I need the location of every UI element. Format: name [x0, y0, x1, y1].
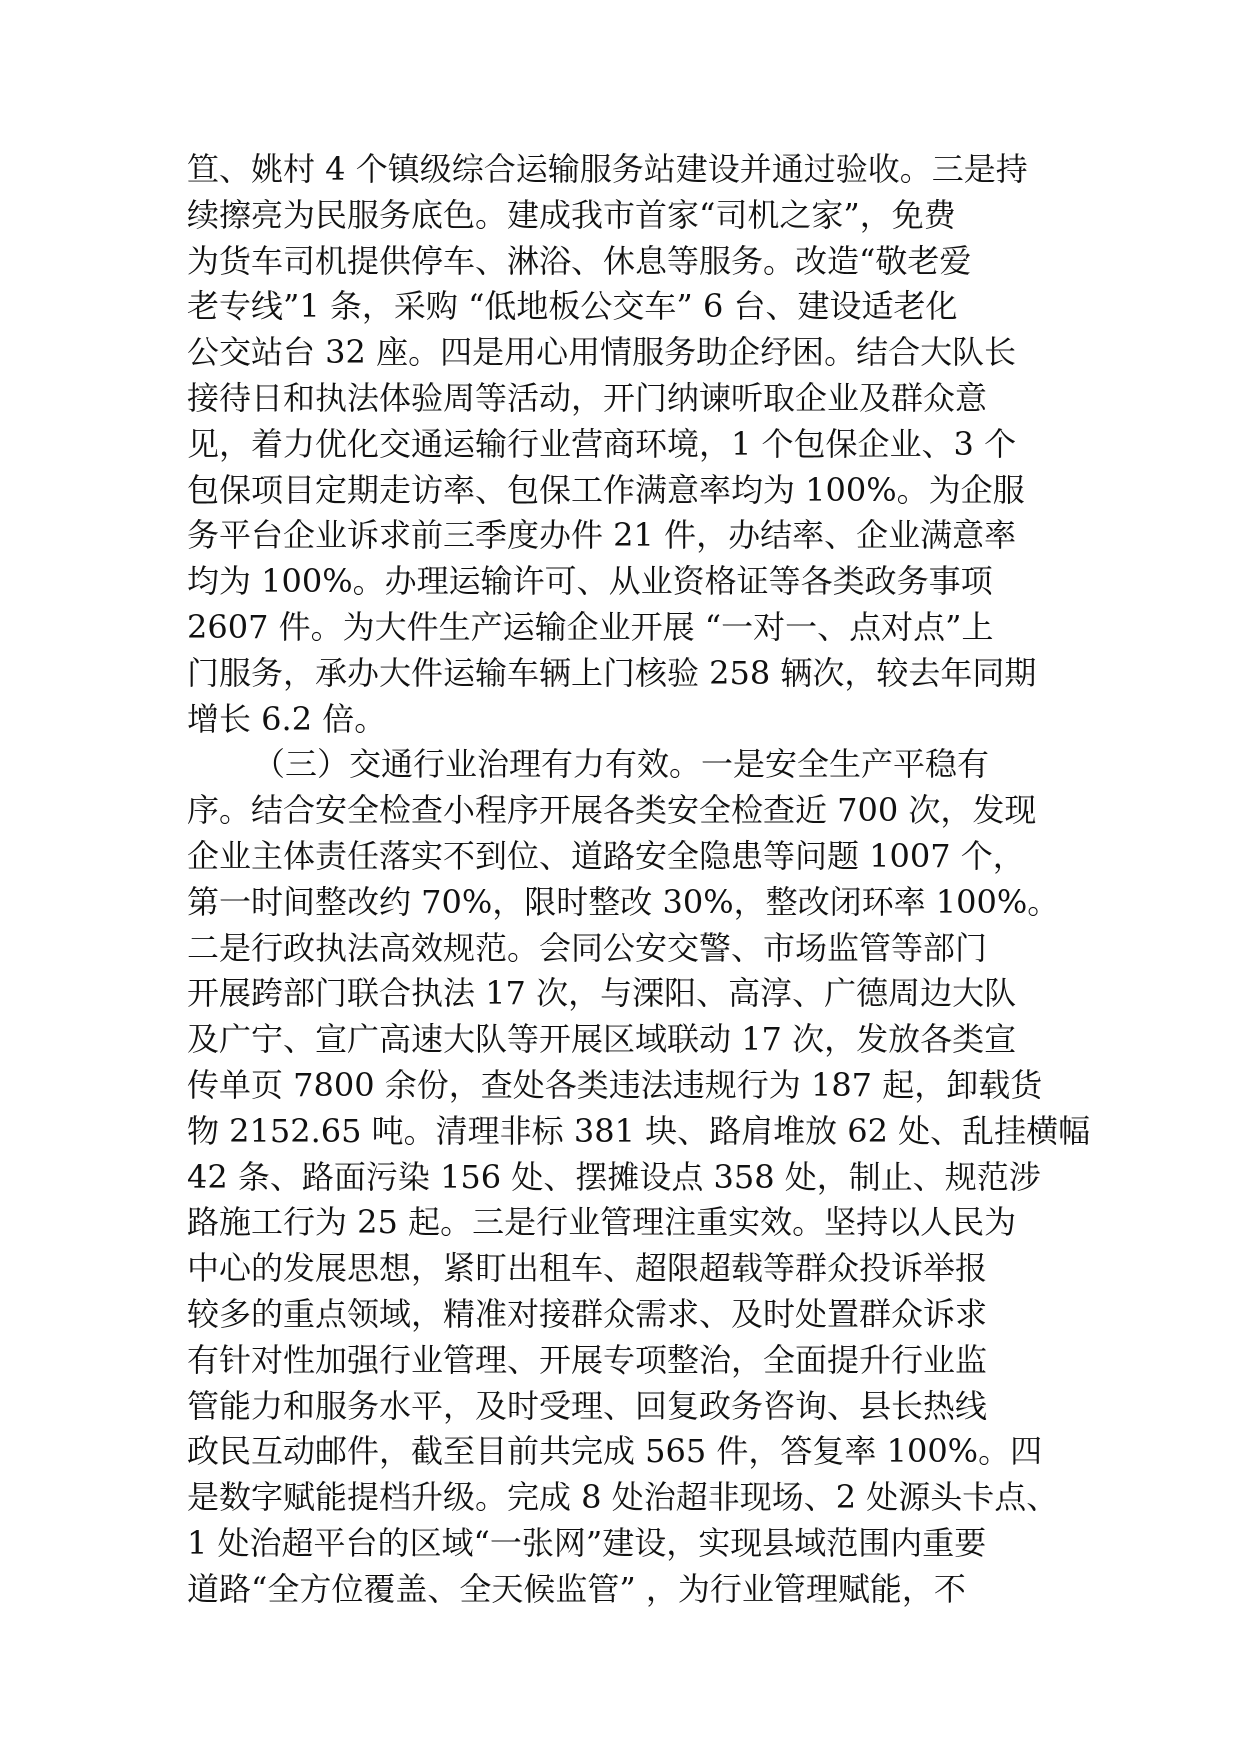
text-line: 公交站台 32 座。四是用心用情服务助企纾困。结合大队长 [187, 333, 1017, 372]
text-line: 门服务，承办大件运输车辆上门核验 258 辆次，较去年同期 [187, 653, 1037, 692]
text-line: 中心的发展思想，紧盯出租车、超限超载等群众投诉举报 [187, 1249, 988, 1288]
text-line: 42 条、路面污染 156 处、摆摊设点 358 处，制止、规范涉 [187, 1157, 1041, 1196]
text-line: 是数字赋能提档升级。完成 8 处治超非现场、2 处源头卡点、 [187, 1478, 1059, 1517]
text-line: 政民互动邮件，截至目前共完成 565 件，答复率 100%。四 [187, 1432, 1043, 1471]
text-line: 续擦亮为民服务底色。建成我市首家“司机之家”，免费 [187, 195, 956, 234]
text-line: 2607 件。为大件生产运输企业开展 “一对一、点对点”上 [187, 607, 994, 646]
text-line: 见，着力优化交通运输行业营商环境，1 个包保企业、3 个 [187, 424, 1017, 463]
text-line: 管能力和服务水平，及时受理、回复政务咨询、县长热线 [187, 1386, 988, 1425]
text-line: 务平台企业诉求前三季度办件 21 件，办结率、企业满意率 [187, 516, 1017, 555]
text-line: 包保项目定期走访率、包保工作满意率均为 100%。为企服 [187, 470, 1025, 509]
text-line: 物 2152.65 吨。清理非标 381 块、路肩堆放 62 处、乱挂横幅 [187, 1111, 1091, 1150]
text-line: 及广宁、宣广高速大队等开展区域联动 17 次，发放各类宣 [187, 1020, 1017, 1059]
text-line: 有针对性加强行业管理、开展专项整治，全面提升行业监 [187, 1340, 988, 1379]
paragraph-first-line: （三）交通行业治理有力有效。一是安全生产平稳有 [253, 745, 990, 784]
text-line: 二是行政执法高效规范。会同公安交警、市场监管等部门 [187, 928, 988, 967]
text-line: 笪、姚村 4 个镇级综合运输服务站建设并通过验收。三是持 [187, 150, 1028, 188]
text-line: 为货车司机提供停车、淋浴、休息等服务。改造“敬老爱 [187, 241, 972, 280]
text-line: 道路“全方位覆盖、全天候监管” ，为行业管理赋能，不 [187, 1569, 966, 1608]
text-line: 序。结合安全检查小程序开展各类安全检查近 700 次，发现 [187, 791, 1037, 830]
text-line: 第一时间整改约 70%，限时整改 30%，整改闭环率 100%。 [187, 882, 1060, 921]
text-line: 路施工行为 25 起。三是行业管理注重实效。坚持以人民为 [187, 1203, 1017, 1242]
text-line: 均为 100%。办理运输许可、从业资格证等各类政务事项 [187, 562, 993, 601]
text-line: 老专线”1 条，采购 “低地板公交车” 6 台、建设适老化 [187, 287, 958, 326]
text-line: 1 处治超平台的区域“一张网”建设，实现县域范围内重要 [187, 1523, 987, 1562]
text-line: 较多的重点领域，精准对接群众需求、及时处置群众诉求 [187, 1294, 988, 1333]
text-line: 开展跨部门联合执法 17 次，与溧阳、高淳、广德周边大队 [187, 974, 1017, 1013]
text-line: 企业主体责任落实不到位、道路安全隐患等问题 1007 个， [187, 836, 1025, 875]
text-line: 传单页 7800 余份，查处各类违法违规行为 187 起，卸载货 [187, 1065, 1043, 1104]
text-line: 增长 6.2 倍。 [187, 699, 387, 738]
text-line: 接待日和执法体验周等活动，开门纳谏听取企业及群众意 [187, 378, 988, 417]
body-text [187, 147, 1091, 1613]
